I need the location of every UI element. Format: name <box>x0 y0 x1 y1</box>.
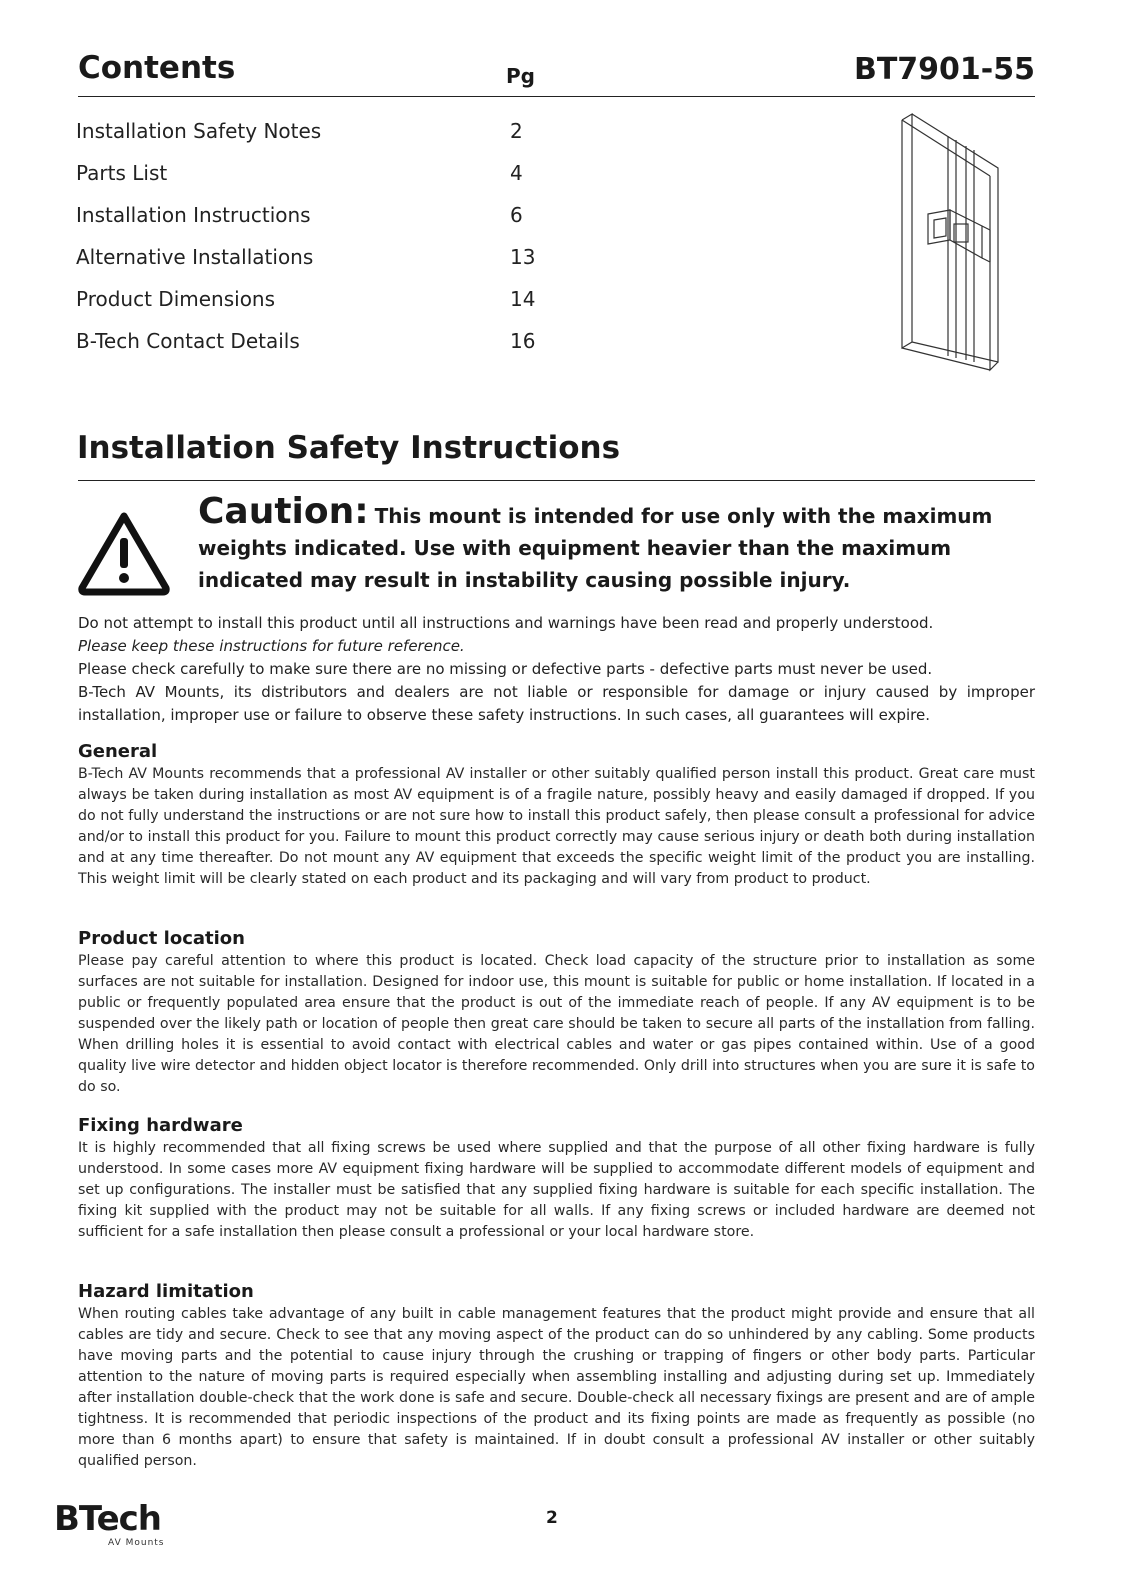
section-general <box>78 741 1035 890</box>
header-divider <box>78 96 1035 97</box>
toc-row[interactable] <box>76 152 556 194</box>
toc-row[interactable] <box>76 278 556 320</box>
toc-page: 6 <box>510 203 523 227</box>
toc-row[interactable] <box>76 194 556 236</box>
contents-title: Contents <box>78 50 236 86</box>
caution-text: This mount is intended for use only with the maximum weights indicated. Use with equipment heavier than the maximum indicated may result in instability causing possible injury. <box>198 504 993 592</box>
toc-page: 4 <box>510 161 523 185</box>
toc-page: 14 <box>510 287 536 311</box>
safety-section-title: Installation Safety Instructions <box>77 430 621 466</box>
toc-page: 16 <box>510 329 536 353</box>
intro-paragraph: Please keep these instructions for future reference. <box>78 637 465 655</box>
toc-row[interactable] <box>76 110 556 152</box>
section-body: It is highly recommended that all fixing screws be used where supplied and that the purpose of all other fixing hardware is fully understood. In some cases more AV equipment fixing hardware will be supplied to accommodate different models of equipment and set up configurations. The installer must be satisfied that any supplied fixing hardware is suitable for each specific installation. The fixing kit supplied with the product may not be suitable for all walls. If any fixing screws or included hardware are deemed not sufficient for a safe installation then please consult a professional or your local hardware store. <box>78 1140 1035 1240</box>
product-line-drawing <box>890 106 1020 378</box>
toc-label: Alternative Installations <box>76 245 314 269</box>
logo-wordmark: BTech <box>54 1499 162 1539</box>
section-heading: General <box>78 741 158 762</box>
caution-notice <box>198 491 1038 596</box>
toc-label: B-Tech Contact Details <box>76 329 300 353</box>
table-of-contents <box>76 110 556 362</box>
model-number: BT7901-55 <box>853 52 1035 87</box>
section-heading: Hazard limitation <box>78 1281 254 1302</box>
caution-label: Caution: <box>198 491 369 532</box>
btech-logo <box>54 1500 174 1552</box>
logo-tagline: AV Mounts <box>108 1538 165 1548</box>
section-divider <box>78 480 1035 481</box>
section-body: Please pay careful attention to where this product is located. Check load capacity of the structure prior to installation as some surfaces are not suitable for installation. Designed for indoor use, this mount is suitable for public or home installation. If located in a public or frequently populated area ensure that the product is out of the immediate reach of people. If any AV equipment is to be suspended over the likely path or location of people then great care should be taken to secure all parts of the installation from falling. When drilling holes it is essential to avoid contact with electrical cables and water or gas pipes contained within. Use of a good quality live wire detector and hidden object locator is therefore recommended. Only drill into structures when you are sure it is safe to do so. <box>78 953 1035 1095</box>
section-body: When routing cables take advantage of any built in cable management features that the product might provide and ensure that all cables are tidy and secure. Check to see that any moving aspect of the product can do so unhindered by any cabling. Some products have moving parts and the potential to cause injury through the crushing or trapping of fingers or other body parts. Particular attention to the nature of moving parts is required especially when assembling installing and adjusting during set up. Immediately after installation double-check that the work done is safe and secure. Double-check all necessary fixings are present and are of ample tightness. It is recommended that periodic inspections of the product and its fixing points are made as frequently as possible (no more than 6 months apart) to ensure that safety is maintained. If in doubt consult a professional AV installer or other suitably qualified person. <box>78 1306 1035 1469</box>
toc-page: 13 <box>510 245 536 269</box>
section-body: B-Tech AV Mounts recommends that a professional AV installer or other suitably qualified person install this product. Great care must always be taken during installation as most AV equipment is of a fragile nature, possibly heavy and easily damaged if dropped. If you do not fully understand the instructions or are not sure how to install this product safely, then please consult a professional for advice and/or to install this product for you. Failure to mount this product correctly may cause serious injury or death both during installation and at any time thereafter. Do not mount any AV equipment that exceeds the specific weight limit of the product you are installing. This weight limit will be clearly stated on each product and its packaging and will vary from product to product. <box>78 766 1035 887</box>
section-product-location <box>78 928 1035 1098</box>
page-column-label: Pg <box>506 64 535 88</box>
section-fixing-hardware <box>78 1115 1035 1243</box>
page-number: 2 <box>546 1508 558 1528</box>
section-heading: Fixing hardware <box>78 1115 243 1136</box>
intro-paragraph: Please check carefully to make sure there are no missing or defective parts - defective parts must never be used. <box>78 660 933 678</box>
section-heading: Product location <box>78 928 245 949</box>
intro-paragraph: Do not attempt to install this product until all instructions and warnings have been read and properly understood. <box>78 614 934 632</box>
toc-label: Parts List <box>76 161 168 185</box>
toc-page: 2 <box>510 119 523 143</box>
intro-paragraph: B-Tech AV Mounts, its distributors and dealers are not liable or responsible for damage or injury caused by improper installation, improper use or failure to observe these safety instructions. In such cases, all guarantees will expire. <box>78 683 1035 724</box>
toc-row[interactable] <box>76 236 556 278</box>
toc-row[interactable] <box>76 320 556 362</box>
toc-label: Product Dimensions <box>76 287 276 311</box>
intro-text <box>78 612 1035 727</box>
toc-label: Installation Safety Notes <box>76 119 322 143</box>
toc-label: Installation Instructions <box>76 203 311 227</box>
section-hazard-limitation <box>78 1281 1035 1472</box>
warning-icon <box>76 510 172 596</box>
